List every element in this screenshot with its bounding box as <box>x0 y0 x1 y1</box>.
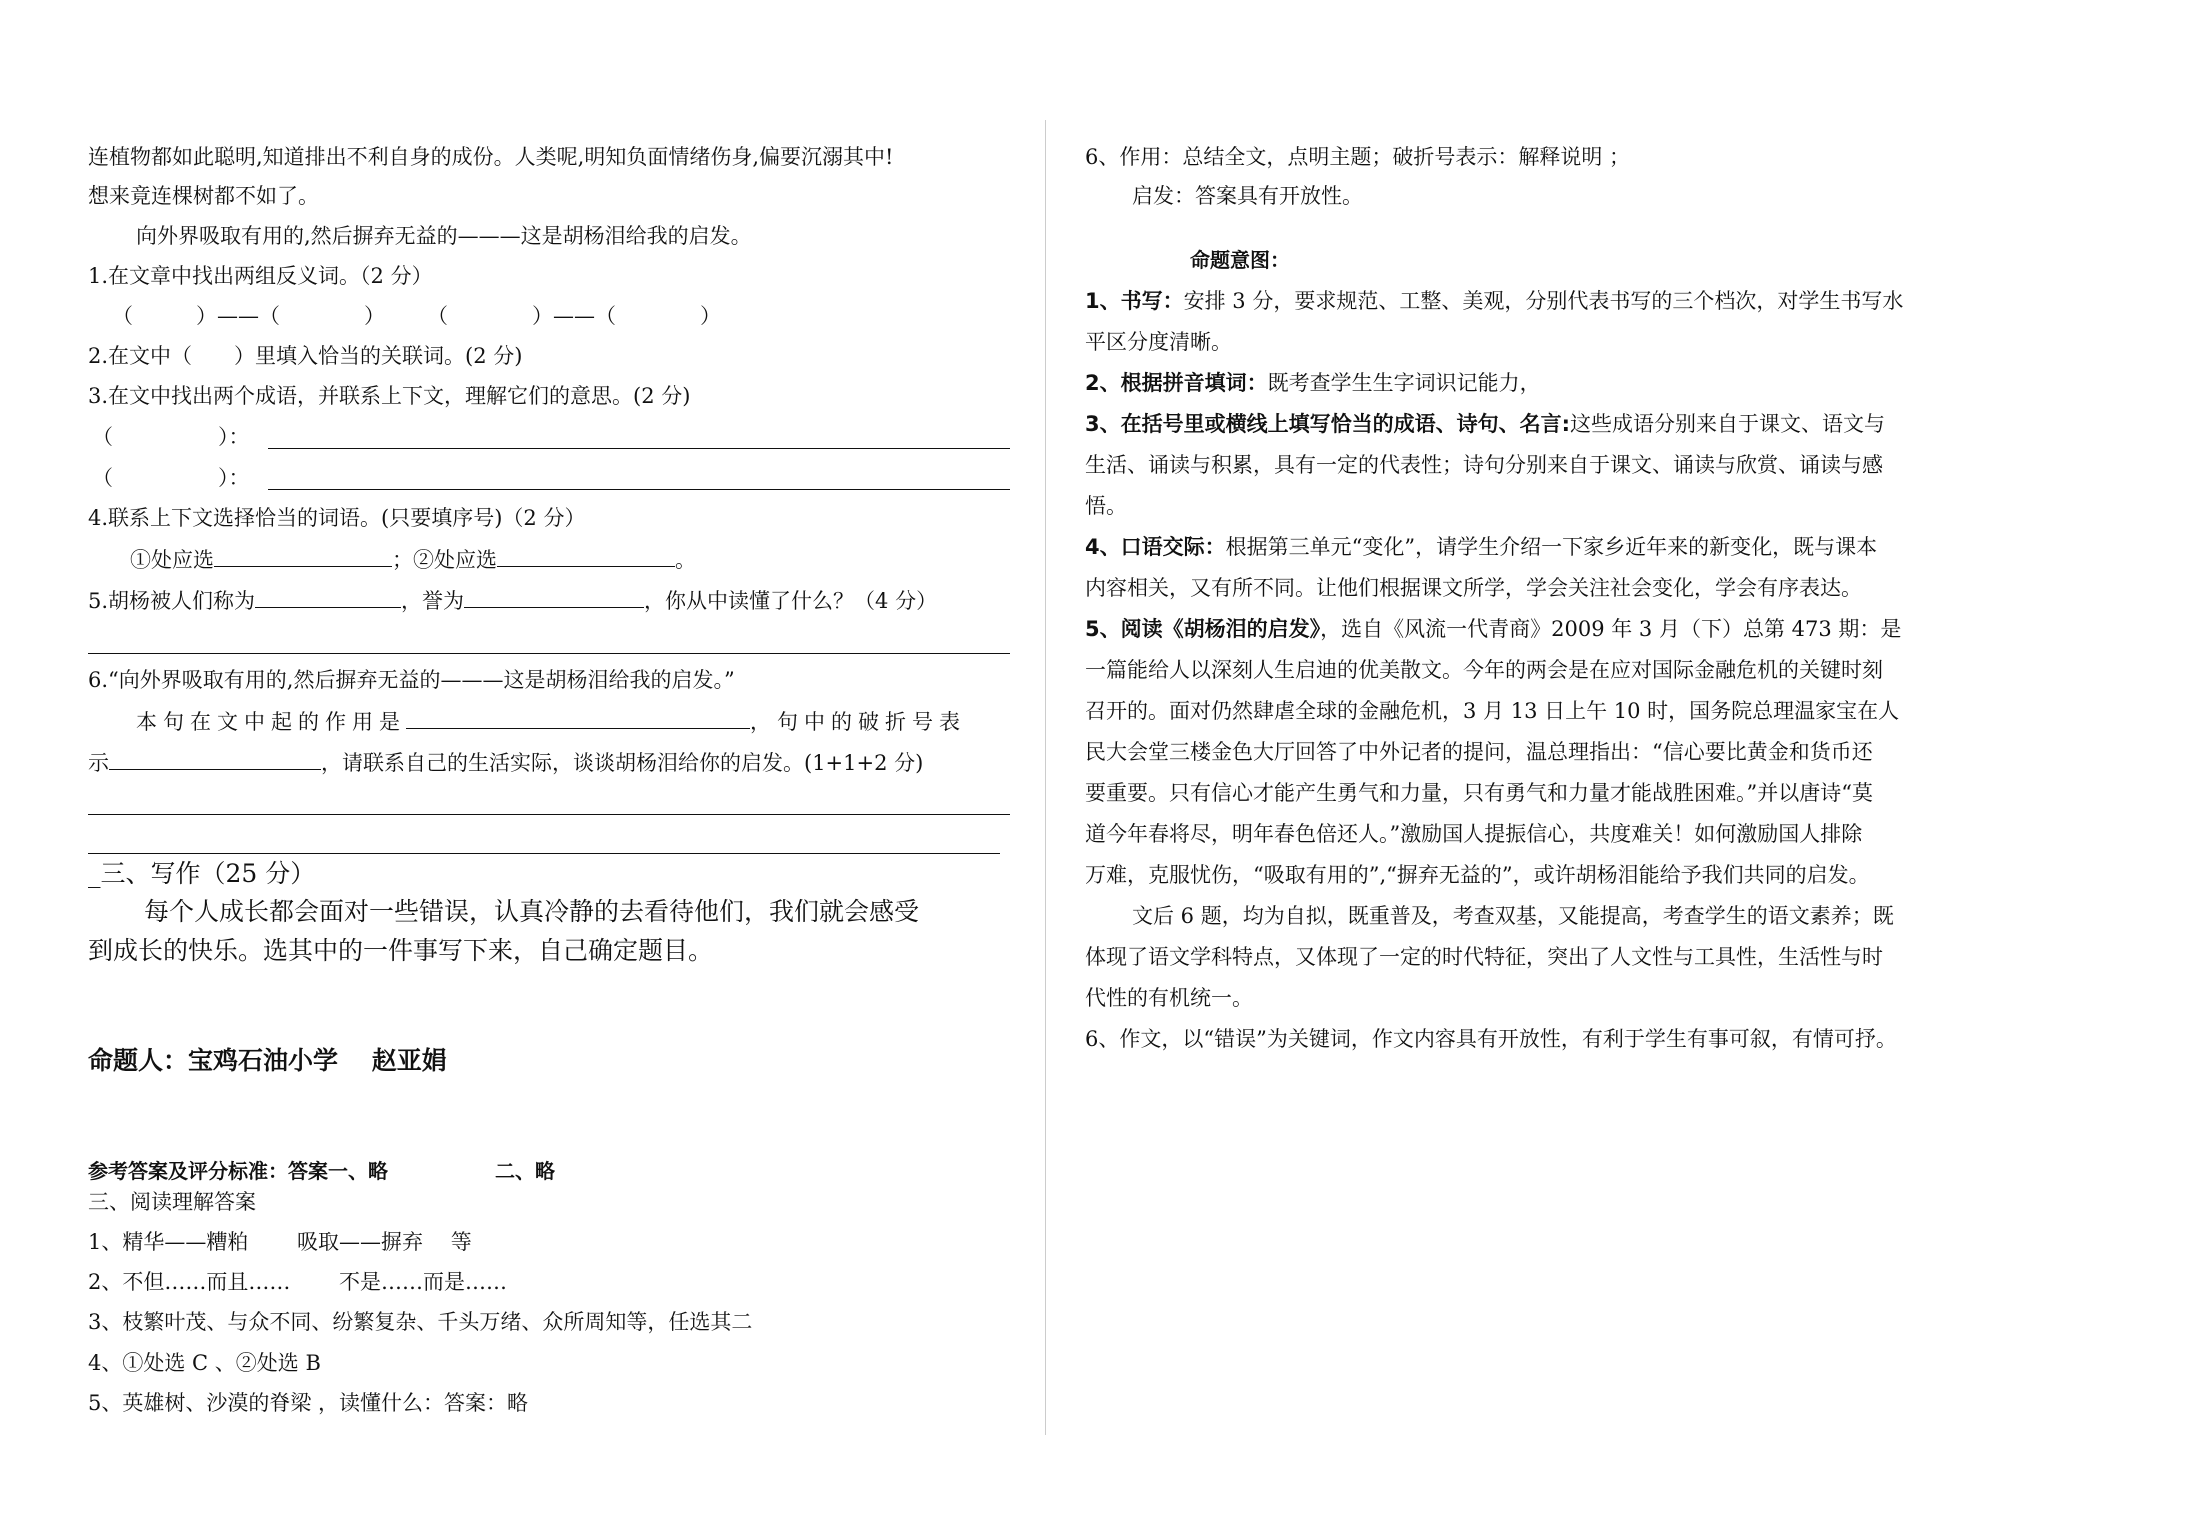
intent-heading: 4、口语交际： <box>1085 535 1226 559</box>
intent-item <box>1085 410 1885 438</box>
question-1: 1.在文章中找出两组反义词。（2 分） <box>88 264 433 288</box>
intent-line: 生活、诵读与积累，具有一定的代表性；诗句分别来自于课文、诵读与欣赏、诵读与感 <box>1085 453 1883 477</box>
intent-text: 安排 3 分，要求规范、工整、美观，分别代表书写的三个档次，对学生书写水 <box>1183 289 1904 313</box>
q5-part-a: 5.胡杨被人们称为 <box>88 589 256 613</box>
passage-line: 向外界吸取有用的,然后摒弃无益的———这是胡杨泪给我的启发。 <box>136 224 752 248</box>
passage-line: 连植物都如此聪明,知道排出不利自身的成份。人类呢,明知负面情绪伤身,偏要沉溺其中! <box>88 145 894 169</box>
answer-line <box>88 853 1000 854</box>
answer-line <box>268 448 1010 449</box>
intent-line: 内容相关，又有所不同。让他们根据课文所学，学会关注社会变化，学会有序表达。 <box>1085 576 1862 600</box>
question-3-idiom-a: （ ）： <box>92 425 250 449</box>
intent-item <box>1085 615 1901 643</box>
q4-end: 。 <box>675 548 696 572</box>
fill-blank <box>109 749 321 770</box>
fill-blank <box>255 587 401 608</box>
q4-label-b: ；②处应选 <box>392 548 497 572</box>
intent-text: 根据第三单元“变化”，请学生介绍一下家乡近年来的新变化，既与课本 <box>1225 535 1878 559</box>
intent-heading: 3、在括号里或横线上填写恰当的成语、诗句、名言: <box>1085 412 1571 436</box>
intent-line: 道今年春将尽，明年春色倍还人。”激励国人提振信心，共度难关！如何激励国人排除 <box>1085 822 1863 846</box>
question-4: 4.联系上下文选择恰当的词语。(只要填序号)（2 分） <box>88 506 586 530</box>
intent-line: 代性的有机统一。 <box>1085 986 1253 1010</box>
passage-line: 想来竟连棵树都不如了。 <box>88 184 319 208</box>
question-3-idiom-b: （ ）： <box>92 466 250 490</box>
intent-heading: 1、书写： <box>1085 289 1184 313</box>
q5-part-b: ，誉为 <box>401 589 465 613</box>
answer-item: 6、作用：总结全文，点明主题；破折号表示：解释说明 ； <box>1085 145 1631 169</box>
intent-item <box>1085 533 1877 561</box>
q5-part-c: ，你从中读懂了什么？（4 分） <box>644 589 938 613</box>
intent-line: 召开的。面对仍然肆虐全球的金融危机，3 月 13 日上午 10 时，国务院总理温家宝在人 <box>1085 699 1900 723</box>
writing-prompt: 到成长的快乐。选其中的一件事写下来，自己确定题目。 <box>88 936 714 965</box>
intent-text: 这些成语分别来自于课文、语文与 <box>1570 412 1886 436</box>
answer-item: 1、精华——糟粕 吸取——摒弃 等 <box>88 1230 472 1254</box>
question-4-blanks <box>130 546 696 574</box>
intent-text: 既考查学生生字词识记能力， <box>1267 371 1541 395</box>
intent-text: ，选自《风流一代青商》2009 年 3 月（下）总第 473 期：是 <box>1320 617 1902 641</box>
intent-line: 悟。 <box>1085 494 1127 518</box>
question-6-line-c <box>88 749 923 777</box>
intent-line: 文后 6 题，均为自拟，既重普及，考查双基，又能提高，考查学生的语文素养；既 <box>1132 904 1894 928</box>
intent-item <box>1085 369 1541 397</box>
answer-item: 2、不但……而且…… 不是……而是…… <box>88 1270 508 1294</box>
intent-item <box>1085 287 1903 315</box>
q4-label-a: ①处应选 <box>130 548 214 572</box>
intent-line: 一篇能给人以深刻人生启迪的优美散文。今年的两会是在应对国际金融危机的关键时刻 <box>1085 658 1883 682</box>
intent-line: 万难，克服忧伤，“吸取有用的”,“摒弃无益的”，或许胡杨泪能给予我们共同的启发。 <box>1085 863 1870 887</box>
writing-section-title: _三、写作（25 分） <box>88 859 316 888</box>
intent-line: 平区分度清晰。 <box>1085 330 1232 354</box>
q6-part-c: 示 <box>88 751 109 775</box>
answer-line <box>268 489 1010 490</box>
q6-part-a: 本句在文中起的作用是 <box>136 710 406 734</box>
author-line: 命题人：宝鸡石油小学 赵亚娟 <box>88 1046 447 1075</box>
q6-part-b: ，句中的破折号表 <box>750 710 966 734</box>
intent-title: 命题意图： <box>1190 248 1290 272</box>
question-6: 6.“向外界吸取有用的,然后摒弃无益的———这是胡杨泪给我的启发。” <box>88 668 735 692</box>
answer-item: 启发：答案具有开放性。 <box>1132 184 1363 208</box>
fill-blank <box>406 708 750 729</box>
fill-blank <box>464 587 644 608</box>
answer-key-title: 参考答案及评分标准：答案一、略 二、略 <box>88 1159 555 1183</box>
question-3: 3.在文中找出两个成语，并联系上下文，理解它们的意思。(2 分) <box>88 384 691 408</box>
answer-key-subtitle: 三、阅读理解答案 <box>88 1190 256 1214</box>
intent-line: 要重要。只有信心才能产生勇气和力量，只有勇气和力量才能战胜困难。”并以唐诗“莫 <box>1085 781 1873 805</box>
answer-item: 5、英雄树、沙漠的脊梁 ，读懂什么：答案：略 <box>88 1391 529 1415</box>
question-5 <box>88 587 937 615</box>
fill-blank <box>214 546 392 567</box>
question-2: 2.在文中（ ）里填入恰当的关联词。(2 分) <box>88 344 523 368</box>
answer-item: 3、枝繁叶茂、与众不同、纷繁复杂、千头万绪、众所周知等，任选其二 <box>88 1310 753 1334</box>
intent-line: 民大会堂三楼金色大厅回答了中外记者的提问，温总理指出：“信心要比黄金和货币还 <box>1085 740 1873 764</box>
answer-item: 4、①处选 C 、②处选 B <box>88 1351 321 1375</box>
fill-blank <box>497 546 675 567</box>
answer-line <box>88 814 1010 815</box>
column-divider <box>1045 120 1046 1435</box>
answer-line <box>88 653 1010 654</box>
question-1-blanks: （ ）——（ ） （ ）——（ ） <box>112 304 721 328</box>
question-6-line-b <box>136 708 966 736</box>
intent-heading: 2、根据拼音填词： <box>1085 371 1268 395</box>
writing-prompt: 每个人成长都会面对一些错误，认真冷静的去看待他们，我们就会感受 <box>144 897 920 926</box>
intent-heading: 5、阅读《胡杨泪的启发》 <box>1085 617 1321 641</box>
intent-line: 体现了语文学科特点，又体现了一定的时代特征，突出了人文性与工具性，生活性与时 <box>1085 945 1883 969</box>
q6-part-d: ，请联系自己的生活实际，谈谈胡杨泪给你的启发。(1+1+2 分) <box>321 751 924 775</box>
intent-item: 6、作文，以“错误”为关键词，作文内容具有开放性，有利于学生有事可叙，有情可抒。 <box>1085 1027 1897 1051</box>
